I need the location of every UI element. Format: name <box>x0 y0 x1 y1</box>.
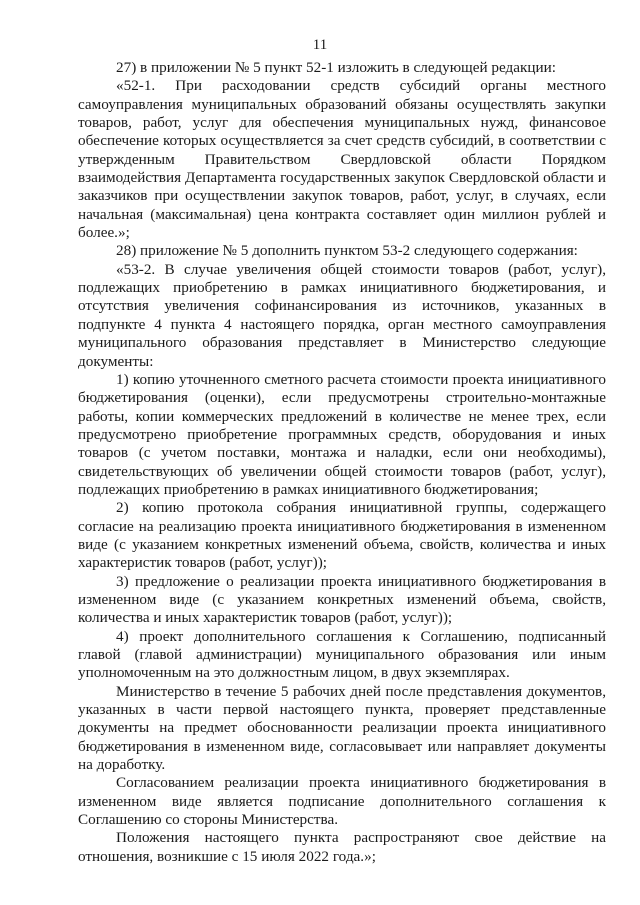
paragraph-ministry-review: Министерство в течение 5 рабочих дней после представления документов, указанных в части первой настоящего пункта, проверяет представленные документы на предмет обоснованности реализации проекта инициативного бюджетирования в измененном виде, согласовывает или направляет документы на доработку. <box>78 682 606 774</box>
paragraph-item-52-1: «52-1. При расходовании средств субсидий органы местного самоуправления муниципальных образований обязаны осуществлять закупки товаров, работ, услуг для обеспечения муниципальных нужд, финансовое обеспечение которых осуществляется за счет средств субсидий, в соответствии с утвержденным Правительством Свердловской области Порядком взаимодействия Департамента государственных закупок Свердловской области и заказчиков при осуществлении закупок товаров, работ, услуг, в случаях, если начальная (максимальная) цена контракта составляет один миллион рублей и более.»; <box>78 77 606 242</box>
paragraph-subitem-2: 2) копию протокола собрания инициативной группы, содержащего согласие на реализацию проекта инициативного бюджетирования в измененном виде (с указанием конкретных изменений объема, свойств, количества и иных характеристик товаров (работ, услуг)); <box>78 499 606 572</box>
paragraph-amendment-28: 28) приложение № 5 дополнить пунктом 53-2 следующего содержания: <box>116 242 578 260</box>
paragraph-subitem-4: 4) проект дополнительного соглашения к Соглашению, подписанный главой (главой администрации) муниципального образования или иным уполномоченным на это должностным лицом, в двух экземплярах. <box>78 627 606 682</box>
paragraph-approval: Согласованием реализации проекта инициативного бюджетирования в измененном виде является подписание дополнительного соглашения к Соглашению со стороны Министерства. <box>78 774 606 829</box>
paragraph-item-53-2: «53-2. В случае увеличения общей стоимости товаров (работ, услуг), подлежащих приобретению в рамках инициативного бюджетирования, и отсутствия увеличения софинансирования из источников, указанных в подпункте 4 пункта 4 настоящего порядка, орган местного самоуправления муниципального образования представляет в Министерство следующие документы: <box>78 260 606 370</box>
document-body <box>78 59 606 866</box>
paragraph-subitem-3: 3) предложение о реализации проекта инициативного бюджетирования в измененном виде (с указанием конкретных изменений объема, свойств, количества и иных характеристик товаров (работ, услуг)); <box>78 572 606 627</box>
page-number: 11 <box>312 37 328 53</box>
paragraph-effective-date: Положения настоящего пункта распространяют свое действие на отношения, возникшие с 15 июля 2022 года.»; <box>78 829 606 865</box>
paragraph-amendment-27: 27) в приложении № 5 пункт 52-1 изложить в следующей редакции: <box>116 59 556 76</box>
paragraph-subitem-1: 1) копию уточненного сметного расчета стоимости проекта инициативного бюджетирования (оценки), если предусмотрены строительно-монтажные работы, копии коммерческих предложений в количестве не менее трех, если предусмотрено приобретение программных средств, оборудования и иных товаров (с учетом поставки, монтажа и наладки, если они необходимы), свидетельствующих об увеличении общей стоимости товаров (работ, услуг), подлежащих приобретению в рамках инициативного бюджетирования; <box>78 370 606 498</box>
